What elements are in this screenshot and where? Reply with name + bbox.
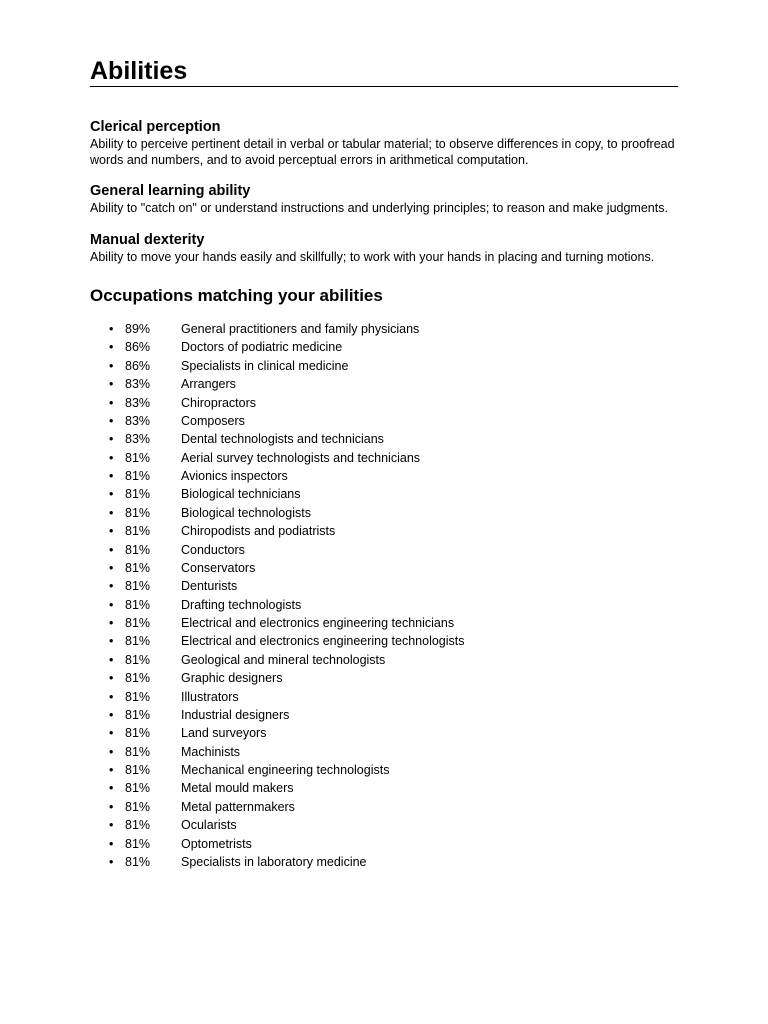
occupation-name: Drafting technologists <box>181 597 302 612</box>
occupation-name: Electrical and electronics engineering technicians <box>181 616 455 630</box>
occupation-list-item <box>90 816 678 834</box>
ability-name: Manual dexterity <box>90 232 205 248</box>
occupation-match-percent: 81% <box>125 524 151 539</box>
occupation-match-percent: 81% <box>125 854 151 869</box>
occupation-name: Conductors <box>181 542 245 557</box>
occupation-name: Land surveyors <box>181 726 267 741</box>
occupation-list-item <box>90 724 678 742</box>
occupation-match-percent: 83% <box>125 432 151 447</box>
occupation-match-percent: 81% <box>125 616 151 630</box>
occupation-name: Dental technologists and technicians <box>181 432 384 447</box>
ability-manual-dexterity <box>90 232 678 265</box>
occupation-name: Mechanical engineering technologists <box>181 763 390 777</box>
occupation-list-item <box>90 412 678 430</box>
occupation-match-percent: 81% <box>125 836 151 851</box>
occupation-match-percent: 83% <box>125 377 151 392</box>
bullet-icon: • <box>109 689 114 704</box>
occupation-list-item <box>90 706 678 724</box>
occupation-match-percent: 81% <box>125 487 151 502</box>
ability-general-learning <box>90 183 678 216</box>
bullet-icon: • <box>109 395 114 410</box>
occupation-match-percent: 83% <box>125 413 151 428</box>
occupation-list-item <box>90 394 678 412</box>
ability-description: Ability to move your hands easily and skillfully; to work with your hands in placing and turning motions. <box>90 250 655 264</box>
bullet-icon: • <box>109 358 114 373</box>
bullet-icon: • <box>109 707 114 722</box>
occupation-match-percent: 81% <box>125 652 151 667</box>
occupation-match-percent: 81% <box>125 707 151 722</box>
page-title: Abilities <box>90 56 678 87</box>
occupation-name: Machinists <box>181 744 241 759</box>
occupation-match-percent: 89% <box>125 322 151 336</box>
bullet-icon: • <box>109 432 114 447</box>
occupations-heading: Occupations matching your abilities <box>90 286 383 305</box>
bullet-icon: • <box>109 597 114 612</box>
occupation-match-percent: 86% <box>125 340 151 355</box>
occupations-list <box>90 320 678 871</box>
occupation-match-percent: 81% <box>125 579 151 594</box>
occupation-list-item <box>90 357 678 375</box>
bullet-icon: • <box>109 469 114 483</box>
ability-description: Ability to perceive pertinent detail in verbal or tabular material; to observe differences in copy, to proofread words and numbers, and to avoid perceptual errors in arithmetical computation. <box>90 137 675 167</box>
bullet-icon: • <box>109 799 114 814</box>
bullet-icon: • <box>109 854 114 869</box>
occupation-list-item <box>90 798 678 816</box>
bullet-icon: • <box>109 726 114 741</box>
occupation-list-item <box>90 835 678 853</box>
occupation-list-item <box>90 541 678 559</box>
occupation-match-percent: 81% <box>125 763 151 777</box>
occupation-name: Composers <box>181 413 245 428</box>
bullet-icon: • <box>109 560 114 575</box>
occupation-list-item <box>90 577 678 595</box>
occupation-list-item <box>90 504 678 522</box>
occupation-list-item <box>90 761 678 779</box>
occupation-list-item <box>90 559 678 577</box>
occupation-list-item <box>90 467 678 485</box>
occupation-match-percent: 81% <box>125 469 151 483</box>
bullet-icon: • <box>109 818 114 833</box>
ability-clerical-perception <box>90 119 678 168</box>
bullet-icon: • <box>109 616 114 630</box>
occupation-match-percent: 81% <box>125 818 151 833</box>
occupation-list-item <box>90 375 678 393</box>
occupation-name: Optometrists <box>181 836 252 851</box>
occupation-name: Graphic designers <box>181 671 283 686</box>
bullet-icon: • <box>109 542 114 557</box>
bullet-icon: • <box>109 340 114 355</box>
occupation-name: Industrial designers <box>181 707 290 722</box>
ability-name: General learning ability <box>90 183 251 199</box>
occupation-list-item <box>90 596 678 614</box>
occupation-list-item <box>90 449 678 467</box>
occupation-name: Illustrators <box>181 689 239 704</box>
occupation-name: Metal mould makers <box>181 781 294 796</box>
bullet-icon: • <box>109 413 114 428</box>
occupation-match-percent: 86% <box>125 358 151 373</box>
bullet-icon: • <box>109 671 114 686</box>
occupation-match-percent: 81% <box>125 689 151 704</box>
bullet-icon: • <box>109 505 114 520</box>
ability-description: Ability to "catch on" or understand instructions and underlying principles; to reason and make judgments. <box>90 201 668 215</box>
occupation-match-percent: 83% <box>125 395 151 410</box>
occupation-name: General practitioners and family physicians <box>181 322 420 336</box>
bullet-icon: • <box>109 634 114 649</box>
occupation-name: Denturists <box>181 579 238 594</box>
occupation-name: Avionics inspectors <box>181 469 288 483</box>
occupation-name: Specialists in clinical medicine <box>181 358 349 373</box>
bullet-icon: • <box>109 763 114 777</box>
bullet-icon: • <box>109 377 114 392</box>
occupation-match-percent: 81% <box>125 799 151 814</box>
occupation-name: Geological and mineral technologists <box>181 652 386 667</box>
bullet-icon: • <box>109 652 114 667</box>
bullet-icon: • <box>109 744 114 759</box>
bullet-icon: • <box>109 487 114 502</box>
occupation-list-item <box>90 614 678 632</box>
occupation-match-percent: 81% <box>125 744 151 759</box>
occupation-name: Chiropodists and podiatrists <box>181 524 336 539</box>
occupation-list-item <box>90 688 678 706</box>
occupation-name: Aerial survey technologists and technicians <box>181 450 421 465</box>
occupation-match-percent: 81% <box>125 634 151 649</box>
occupation-list-item <box>90 651 678 669</box>
occupation-list-item <box>90 522 678 540</box>
occupation-match-percent: 81% <box>125 505 151 520</box>
occupation-match-percent: 81% <box>125 781 151 796</box>
occupation-list-item <box>90 779 678 797</box>
ability-name: Clerical perception <box>90 119 221 135</box>
occupation-name: Biological technologists <box>181 505 311 520</box>
occupation-list-item <box>90 853 678 871</box>
document-page <box>90 56 678 871</box>
bullet-icon: • <box>109 322 114 336</box>
occupation-list-item <box>90 430 678 448</box>
occupation-list-item <box>90 743 678 761</box>
bullet-icon: • <box>109 579 114 594</box>
occupation-name: Biological technicians <box>181 487 301 502</box>
occupation-match-percent: 81% <box>125 671 151 686</box>
occupation-match-percent: 81% <box>125 542 151 557</box>
occupation-list-item <box>90 485 678 503</box>
occupation-list-item <box>90 320 678 338</box>
bullet-icon: • <box>109 836 114 851</box>
occupation-match-percent: 81% <box>125 560 151 575</box>
occupation-name: Metal patternmakers <box>181 799 295 814</box>
occupation-match-percent: 81% <box>125 726 151 741</box>
occupation-list-item <box>90 338 678 356</box>
occupation-list-item <box>90 669 678 687</box>
occupation-name: Ocularists <box>181 818 237 833</box>
occupation-name: Electrical and electronics engineering technologists <box>181 634 465 649</box>
occupation-name: Doctors of podiatric medicine <box>181 340 343 355</box>
occupation-list-item <box>90 632 678 650</box>
occupation-match-percent: 81% <box>125 597 151 612</box>
occupation-name: Arrangers <box>181 377 236 392</box>
occupation-name: Chiropractors <box>181 395 257 410</box>
occupation-name: Specialists in laboratory medicine <box>181 854 367 869</box>
bullet-icon: • <box>109 781 114 796</box>
occupation-name: Conservators <box>181 560 256 575</box>
bullet-icon: • <box>109 524 114 539</box>
occupation-match-percent: 81% <box>125 450 151 465</box>
bullet-icon: • <box>109 450 114 465</box>
